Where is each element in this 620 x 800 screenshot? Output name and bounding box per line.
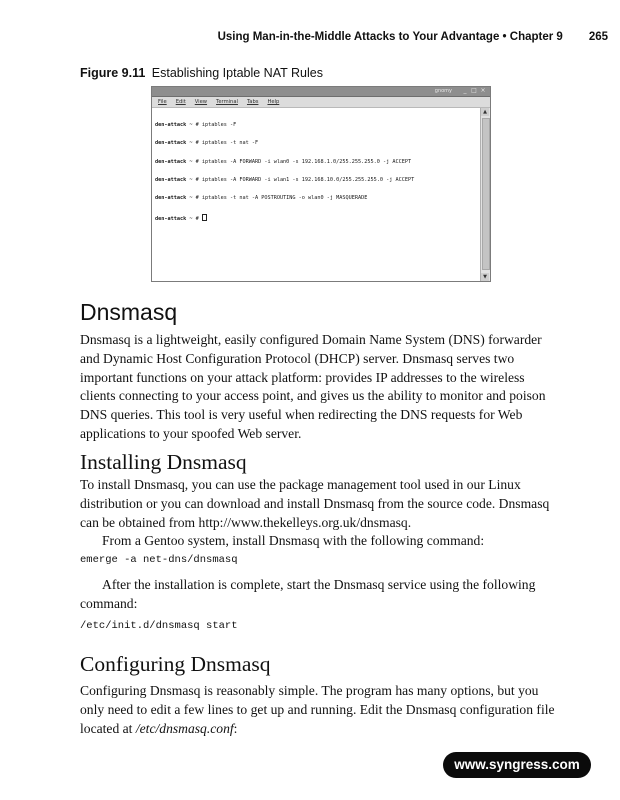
terminal-prompt: den-attack (155, 158, 187, 165)
figure-caption-text: Establishing Iptable NAT Rules (151, 66, 323, 80)
menu-help[interactable]: Help (267, 99, 280, 105)
terminal-window (151, 86, 491, 282)
terminal-line (155, 177, 478, 183)
menu-terminal[interactable]: Terminal (216, 99, 238, 105)
page-number: 265 (588, 31, 608, 43)
scroll-down-icon[interactable]: ▼ (481, 273, 489, 281)
config-path-suffix: : (233, 720, 238, 736)
prompt-symbol: ~ # (189, 122, 199, 129)
configuring-text: Configuring Dnsmasq is reasonably simple. The program has many options, but you only need to edit a few lines to get up and running. Edit the Dnsmasq configuration file located at (80, 683, 555, 736)
section-heading-installing: Installing Dnsmasq (80, 450, 247, 474)
window-controls (462, 88, 486, 95)
terminal-command: iptables -t nat -F (201, 140, 259, 147)
section-heading-dnsmasq: Dnsmasq (80, 299, 178, 325)
terminal-command: iptables -F (201, 122, 237, 129)
terminal-prompt: den-attack (155, 140, 187, 147)
code-start: /etc/init.d/dnsmasq start (80, 620, 238, 632)
terminal-output[interactable] (152, 108, 481, 281)
terminal-prompt: den-attack (155, 122, 187, 129)
scroll-thumb[interactable] (482, 118, 490, 270)
gentoo-paragraph: From a Gentoo system, install Dnsmasq with the following command: (102, 533, 485, 548)
code-install: emerge -a net-dns/dnsmasq (80, 554, 238, 566)
terminal-prompt: den-attack (155, 177, 187, 184)
terminal-line (155, 122, 478, 128)
terminal-command: iptables -A FORWARD -i wlan1 -s 192.168.10.0/255.255.255.0 -j ACCEPT (201, 177, 415, 184)
terminal-cursor (202, 214, 207, 221)
menu-view[interactable]: View (194, 99, 208, 105)
figure-caption (80, 66, 323, 80)
terminal-menubar (152, 97, 490, 108)
prompt-symbol: ~ # (189, 195, 199, 202)
terminal-line (155, 140, 478, 146)
running-head (0, 31, 608, 43)
terminal-command: iptables -t nat -A POSTROUTING -o wlan0 -j MASQUERADE (201, 195, 368, 202)
configuring-paragraph (80, 682, 563, 738)
terminal-line (155, 159, 478, 165)
terminal-line (155, 214, 478, 222)
prompt-symbol: ~ # (189, 140, 199, 147)
figure-number: Figure 9.11 (80, 66, 146, 80)
prompt-symbol: ~ # (189, 215, 199, 222)
after-install-paragraph: After the installation is complete, start the Dnsmasq service using the following command: (80, 577, 536, 611)
dnsmasq-paragraph: Dnsmasq is a lightweight, easily configured Domain Name System (DNS) forwarder and Dynamic Host Configuration Protocol (DHCP) server. Dnsmasq serves two important functions on your attack platform: provides IP addresses to the wireless clients connecting to your access point, and gives us the ability to monitor and poison DNS queries. This tool is very useful when redirecting the DNS requests for Web applications to your spoofed Web server. (80, 332, 546, 441)
terminal-title: gnomy (434, 88, 452, 94)
section-heading-configuring: Configuring Dnsmasq (80, 652, 271, 676)
terminal-line (155, 195, 478, 201)
close-icon[interactable]: × (480, 87, 486, 94)
scroll-up-icon[interactable]: ▲ (481, 108, 489, 116)
terminal-prompt: den-attack (155, 215, 187, 222)
terminal-titlebar (152, 87, 490, 97)
maximize-icon[interactable]: □ (471, 87, 477, 94)
prompt-symbol: ~ # (189, 158, 199, 165)
terminal-scrollbar[interactable] (480, 108, 490, 281)
publisher-url-badge[interactable]: www.syngress.com (443, 752, 591, 778)
menu-edit[interactable]: Edit (175, 99, 186, 105)
config-file-path: /etc/dnsmasq.conf (135, 720, 234, 736)
minimize-icon[interactable]: _ (463, 87, 467, 94)
installing-paragraph: To install Dnsmasq, you can use the package management tool used in our Linux distribution or you can download and install Dnsmasq from the source code. Dnsmasq can be obtained from http://www.thekelleys.org.uk/dnsmasq. (80, 477, 550, 530)
prompt-symbol: ~ # (189, 177, 199, 184)
menu-tabs[interactable]: Tabs (246, 99, 259, 105)
running-head-title: Using Man-in-the-Middle Attacks to Your Advantage • Chapter 9 (217, 31, 563, 43)
terminal-prompt: den-attack (155, 195, 187, 202)
terminal-command: iptables -A FORWARD -i wlan0 -s 192.168.1.0/255.255.255.0 -j ACCEPT (201, 158, 412, 165)
menu-file[interactable]: File (158, 99, 167, 105)
